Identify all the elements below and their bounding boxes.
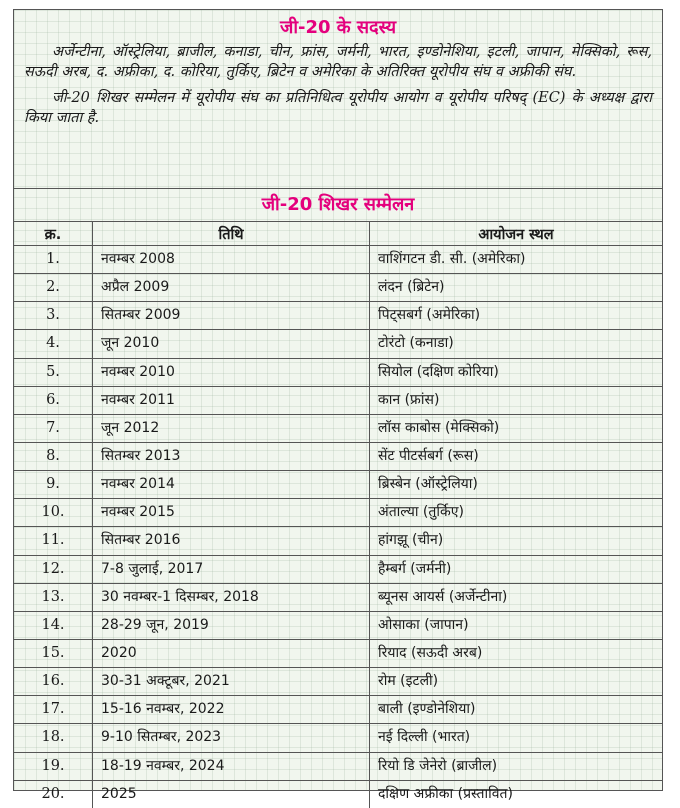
venue-cell: रियाद (सऊदी अरब): [370, 639, 663, 667]
serial-cell: 9.: [14, 471, 93, 499]
serial-cell: 16.: [14, 668, 93, 696]
table-row: [14, 696, 662, 724]
date-cell: नवम्बर 2011: [93, 386, 370, 414]
date-cell: नवम्बर 2015: [93, 499, 370, 527]
venue-cell: टोरंटो (कनाडा): [370, 330, 663, 358]
header-date: तिथि: [93, 222, 370, 246]
date-cell: 30-31 अक्टूबर, 2021: [93, 668, 370, 696]
date-cell: जून 2010: [93, 330, 370, 358]
table-row: [14, 499, 662, 527]
serial-cell: 20.: [14, 780, 93, 808]
serial-cell: 3.: [14, 302, 93, 330]
venue-cell: ओसाका (जापान): [370, 611, 663, 639]
date-cell: सितम्बर 2016: [93, 527, 370, 555]
venue-cell: ब्यूनस आयर्स (अर्जेन्टीना): [370, 583, 663, 611]
serial-cell: 8.: [14, 442, 93, 470]
venue-cell: हांगझू (चीन): [370, 527, 663, 555]
summits-table: [14, 221, 662, 808]
date-cell: नवम्बर 2008: [93, 246, 370, 274]
members-paragraph: अर्जेन्टीना, ऑस्ट्रेलिया, ब्राजील, कनाडा, चीन, फ्रांस, जर्मनी, भारत, इण्डोनेशिया, इटली, जापान, मेक्सिको, रूस, सऊदी अरब, द. अफ्रीका, द. कोरिया, तुर्किए, ब्रिटेन व अमेरिका के अतिरिक्त यूरोपीय संघ व अफ्रीकी संघ.: [24, 44, 652, 80]
serial-cell: 10.: [14, 499, 93, 527]
venue-cell: दक्षिण अफ्रीका (प्रस्तावित): [370, 780, 663, 808]
venue-cell: अंताल्या (तुर्किए): [370, 499, 663, 527]
g20-info-box: [13, 9, 663, 802]
header-serial: क्र.: [14, 222, 93, 246]
table-row: [14, 724, 662, 752]
venue-cell: बाली (इण्डोनेशिया): [370, 696, 663, 724]
table-row: [14, 471, 662, 499]
date-cell: सितम्बर 2013: [93, 442, 370, 470]
table-row: [14, 780, 662, 808]
serial-cell: 11.: [14, 527, 93, 555]
table-row: [14, 330, 662, 358]
serial-cell: 2.: [14, 274, 93, 302]
date-cell: अप्रैल 2009: [93, 274, 370, 302]
table-row: [14, 611, 662, 639]
date-cell: नवम्बर 2010: [93, 358, 370, 386]
summits-title: जी-20 शिखर सम्मेलन: [14, 188, 662, 221]
venue-cell: वाशिंगटन डी. सी. (अमेरिका): [370, 246, 663, 274]
summits-table-body: [14, 246, 662, 808]
table-row: [14, 527, 662, 555]
serial-cell: 4.: [14, 330, 93, 358]
serial-cell: 12.: [14, 555, 93, 583]
date-cell: 7-8 जुलाई, 2017: [93, 555, 370, 583]
table-row: [14, 414, 662, 442]
table-row: [14, 752, 662, 780]
eu-representation-paragraph: जी-20 शिखर सम्मेलन में यूरोपीय संघ का प्रतिनिधित्व यूरोपीय आयोग व यूरोपीय परिषद् (EC) के अध्यक्ष द्वारा किया जाता है.: [24, 90, 652, 126]
venue-cell: सेंट पीटर्सबर्ग (रूस): [370, 442, 663, 470]
venue-cell: पिट्सबर्ग (अमेरिका): [370, 302, 663, 330]
date-cell: 28-29 जून, 2019: [93, 611, 370, 639]
table-row: [14, 246, 662, 274]
serial-cell: 14.: [14, 611, 93, 639]
table-row: [14, 358, 662, 386]
date-cell: नवम्बर 2014: [93, 471, 370, 499]
date-cell: 18-19 नवम्बर, 2024: [93, 752, 370, 780]
table-row: [14, 668, 662, 696]
date-cell: 30 नवम्बर-1 दिसम्बर, 2018: [93, 583, 370, 611]
date-cell: सितम्बर 2009: [93, 302, 370, 330]
venue-cell: लंदन (ब्रिटेन): [370, 274, 663, 302]
venue-cell: नई दिल्ली (भारत): [370, 724, 663, 752]
serial-cell: 6.: [14, 386, 93, 414]
table-row: [14, 555, 662, 583]
table-header-row: [14, 222, 662, 246]
date-cell: 2025: [93, 780, 370, 808]
serial-cell: 1.: [14, 246, 93, 274]
venue-cell: ब्रिस्बेन (ऑस्ट्रेलिया): [370, 471, 663, 499]
header-venue: आयोजन स्थल: [370, 222, 663, 246]
serial-cell: 7.: [14, 414, 93, 442]
table-row: [14, 274, 662, 302]
venue-cell: सियोल (दक्षिण कोरिया): [370, 358, 663, 386]
venue-cell: रियो डि जेनेरो (ब्राजील): [370, 752, 663, 780]
venue-cell: हैम्बर्ग (जर्मनी): [370, 555, 663, 583]
serial-cell: 15.: [14, 639, 93, 667]
serial-cell: 18.: [14, 724, 93, 752]
venue-cell: रोम (इटली): [370, 668, 663, 696]
serial-cell: 19.: [14, 752, 93, 780]
date-cell: 2020: [93, 639, 370, 667]
table-row: [14, 442, 662, 470]
date-cell: 15-16 नवम्बर, 2022: [93, 696, 370, 724]
serial-cell: 17.: [14, 696, 93, 724]
venue-cell: कान (फ्रांस): [370, 386, 663, 414]
table-row: [14, 583, 662, 611]
venue-cell: लॉस काबोस (मेक्सिको): [370, 414, 663, 442]
serial-cell: 13.: [14, 583, 93, 611]
table-row: [14, 386, 662, 414]
serial-cell: 5.: [14, 358, 93, 386]
date-cell: 9-10 सितम्बर, 2023: [93, 724, 370, 752]
table-row: [14, 302, 662, 330]
members-title: जी-20 के सदस्य: [279, 17, 397, 38]
table-row: [14, 639, 662, 667]
date-cell: जून 2012: [93, 414, 370, 442]
